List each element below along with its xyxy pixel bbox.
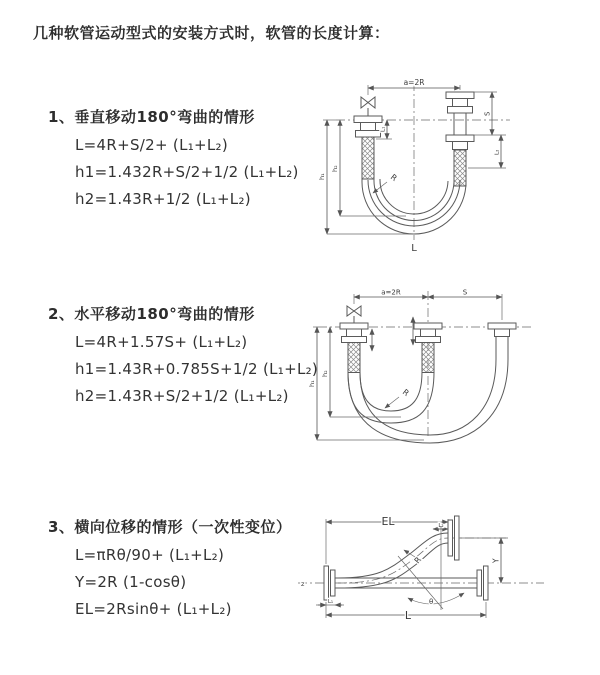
theta-label: θ [429, 598, 434, 606]
radius-callout [404, 550, 423, 565]
section-1-formula-h2: h2=1.43R+1/2 (L₁+L₂) [75, 190, 251, 208]
left-pipe-assembly [354, 116, 382, 179]
section-1-formula-h1: h1=1.432R+S/2+1/2 (L₁+L₂) [75, 163, 299, 181]
braided-hose-section [422, 343, 434, 373]
section-1-heading: 1、垂直移动180°弯曲的情形 [48, 108, 255, 126]
h2-label: h₂ [321, 370, 329, 377]
y-label: Y [491, 558, 501, 563]
small-offset-dims [372, 317, 413, 351]
r-label: R [400, 387, 411, 399]
r-label: R [412, 555, 424, 566]
l1-label: L₁ [380, 126, 387, 132]
right-pipe-assembly [446, 92, 474, 186]
valve-icon [347, 306, 361, 323]
el-label: EL [381, 515, 395, 528]
l2-label: L₂ [438, 523, 444, 529]
diagram-lateral-displacement [296, 508, 548, 650]
h1-label: h₁ [318, 173, 326, 180]
valve-icon [361, 97, 375, 116]
s-label: S [483, 111, 492, 116]
section-2-formula-h1: h1=1.43R+0.785S+1/2 (L₁+L₂) [75, 360, 319, 378]
s-label: S [462, 288, 468, 297]
h2-label: h₂ [331, 165, 339, 172]
section-2-formula-L: L=4R+1.57S+ (L₁+L₂) [75, 333, 248, 351]
radius-callout [385, 387, 411, 408]
radius-callout [373, 172, 399, 193]
right-pipe-assembly [488, 323, 516, 359]
left-pipe-assembly [340, 323, 368, 373]
diagram-vertical-180-bend [310, 76, 524, 256]
diagram-3-drawing [296, 508, 548, 650]
section-1 [48, 106, 299, 218]
page-title: 几种软管运动型式的安装方式时，软管的长度计算： [33, 24, 390, 42]
dimension-y [459, 538, 506, 583]
l2-label: L₂ [494, 149, 501, 155]
h1-label: h₁ [308, 380, 316, 387]
diagram-2-drawing [306, 287, 538, 451]
dimension-l [326, 602, 486, 622]
dimension-el [326, 515, 448, 564]
section-2 [48, 303, 318, 415]
braided-hose-section [348, 343, 360, 373]
z-axis-label: z [301, 580, 305, 588]
section-3-formula-EL: EL=2Rsinθ+ (L₁+L₂) [75, 600, 232, 618]
section-3-formula-L: L=πRθ/90+ (L₁+L₂) [75, 546, 225, 564]
s-curve-hose [338, 533, 448, 588]
dimension-s [474, 92, 506, 135]
dimension-s [428, 289, 502, 298]
section-3-heading: 3、横向位移的情形（一次性变位） [48, 518, 292, 536]
a2r-label: a=2R [403, 78, 425, 87]
l-label: L [411, 243, 417, 254]
dimension-l1 [316, 599, 344, 605]
braided-hose-section [362, 137, 374, 179]
diagram-horizontal-180-bend [306, 287, 538, 451]
diagram-1-drawing [310, 76, 524, 256]
right-flange [477, 566, 488, 600]
a2r-label: a=2R [381, 288, 401, 297]
l-label: L [404, 609, 412, 622]
r-label: R [388, 172, 399, 184]
section-3 [48, 516, 291, 628]
section-3-formula-Y: Y=2R (1-cosθ) [75, 573, 187, 591]
section-2-heading: 2、水平移动180°弯曲的情形 [48, 305, 255, 323]
middle-pipe-assembly [414, 323, 442, 373]
section-1-formula-L: L=4R+S/2+ (L₁+L₂) [75, 136, 229, 154]
l1-label: L₁ [327, 599, 334, 605]
dimension-l2 [433, 523, 448, 529]
section-2-formula-h2: h2=1.43R+S/2+1/2 (L₁+L₂) [75, 387, 289, 405]
